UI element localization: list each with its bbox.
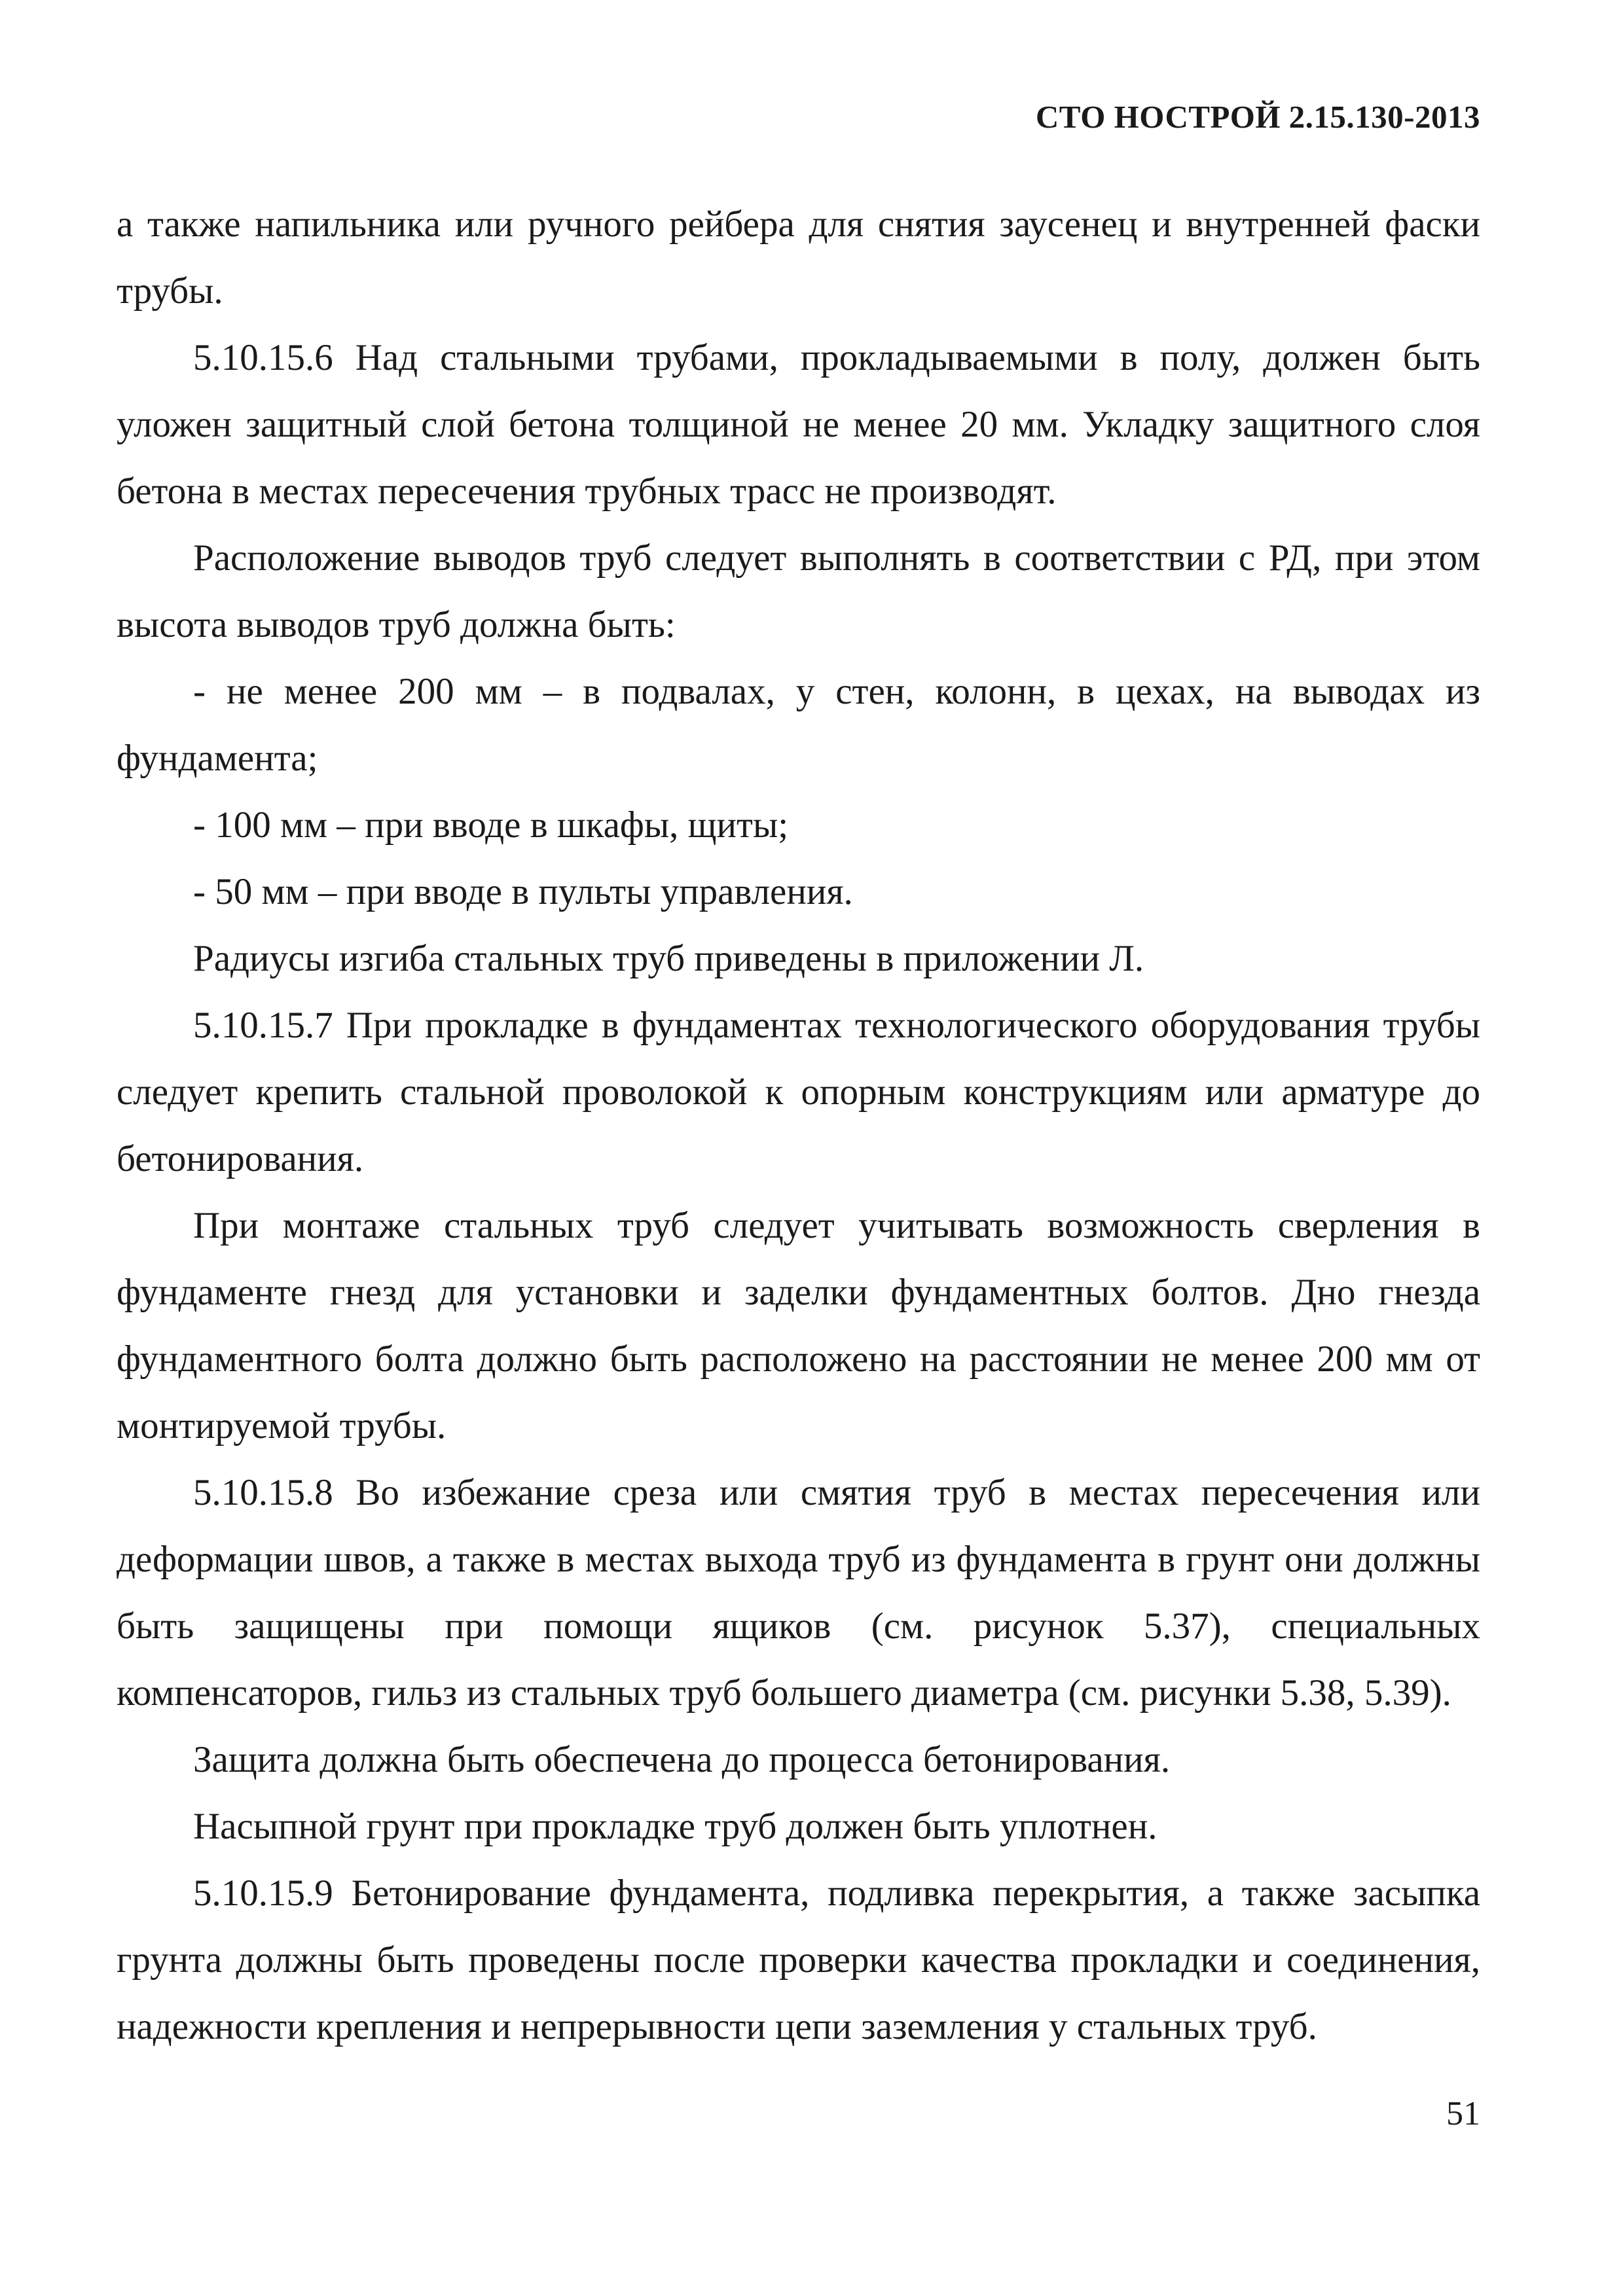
clause-5-10-15-6 [117,325,1480,525]
list-item-text: - 50 мм – при вводе в пульты управления. [193,871,853,912]
paragraph-outlets [117,525,1480,658]
page-number: 51 [1446,2095,1480,2132]
clause-number: 5.10.15.8 [193,1472,333,1513]
paragraph-soil [117,1793,1480,1860]
paragraph-bend-radius [117,925,1480,992]
paragraph-text: Над стальными трубами, прокладываемыми в полу, должен быть уложен защитный слой бетона толщиной не менее 20 мм. Укладку защитного слоя бетона в местах пересечения трубных трасс не производят. [117,337,1480,512]
paragraph-text: Насыпной грунт при прокладке труб должен быть уплотнен. [193,1806,1158,1847]
paragraph-text: При монтаже стальных труб следует учитывать возможность сверления в фундаменте гнезд для установки и заделки фундаментных болтов. Дно гнезда фундаментного болта должно быть расположено на расстоянии не менее 200 мм от монтируемой трубы. [117,1205,1480,1446]
document-body [117,191,1480,2060]
paragraph-drilling [117,1193,1480,1460]
list-item-text: - не менее 200 мм – в подвалах, у стен, колонн, в цехах, на выводах из фундамента; [117,671,1480,779]
list-item-text: - 100 мм – при вводе в шкафы, щиты; [193,804,789,846]
paragraph-text: Защита должна быть обеспечена до процесса бетонирования. [193,1739,1171,1780]
clause-number: 5.10.15.9 [193,1873,333,1914]
clause-5-10-15-7 [117,992,1480,1193]
paragraph-text: Во избежание среза или смятия труб в местах пересечения или деформации швов, а также в местах выхода труб из фундамента в грунт они должны быть защищены при помощи ящиков (см. рисунок 5.37), специальных компенсаторов, гильз из стальных труб большего диаметра (см. рисунки 5.38, 5.39). [117,1472,1480,1713]
clause-5-10-15-9 [117,1860,1480,2060]
paragraph-text: Бетонирование фундамента, подливка перекрытия, а также засыпка грунта должны быть проведены после проверки качества прокладки и соединения, надежности крепления и непрерывности цепи заземления у стальных труб. [117,1873,1481,2047]
paragraph-text: Радиусы изгиба стальных труб приведены в приложении Л. [193,938,1144,979]
paragraph-text: Расположение выводов труб следует выполнять в соответствии с РД, при этом высота выводов труб должна быть: [117,537,1480,645]
paragraph-protection [117,1727,1480,1793]
document-header: СТО НОСТРОЙ 2.15.130-2013 [1035,99,1480,135]
clause-number: 5.10.15.7 [193,1005,333,1046]
paragraph-text: При прокладке в фундаментах технологического оборудования трубы следует крепить стальной проволокой к опорным конструкциям или арматуре до бетонирования. [117,1005,1481,1179]
paragraph-continuation [117,191,1480,325]
paragraph-text: а также напильника или ручного рейбера для снятия заусенец и внутренней фаски трубы. [117,204,1480,312]
list-item [117,792,1480,859]
clause-5-10-15-8 [117,1460,1480,1727]
list-item [117,658,1480,792]
list-item [117,859,1480,925]
clause-number: 5.10.15.6 [193,337,333,378]
